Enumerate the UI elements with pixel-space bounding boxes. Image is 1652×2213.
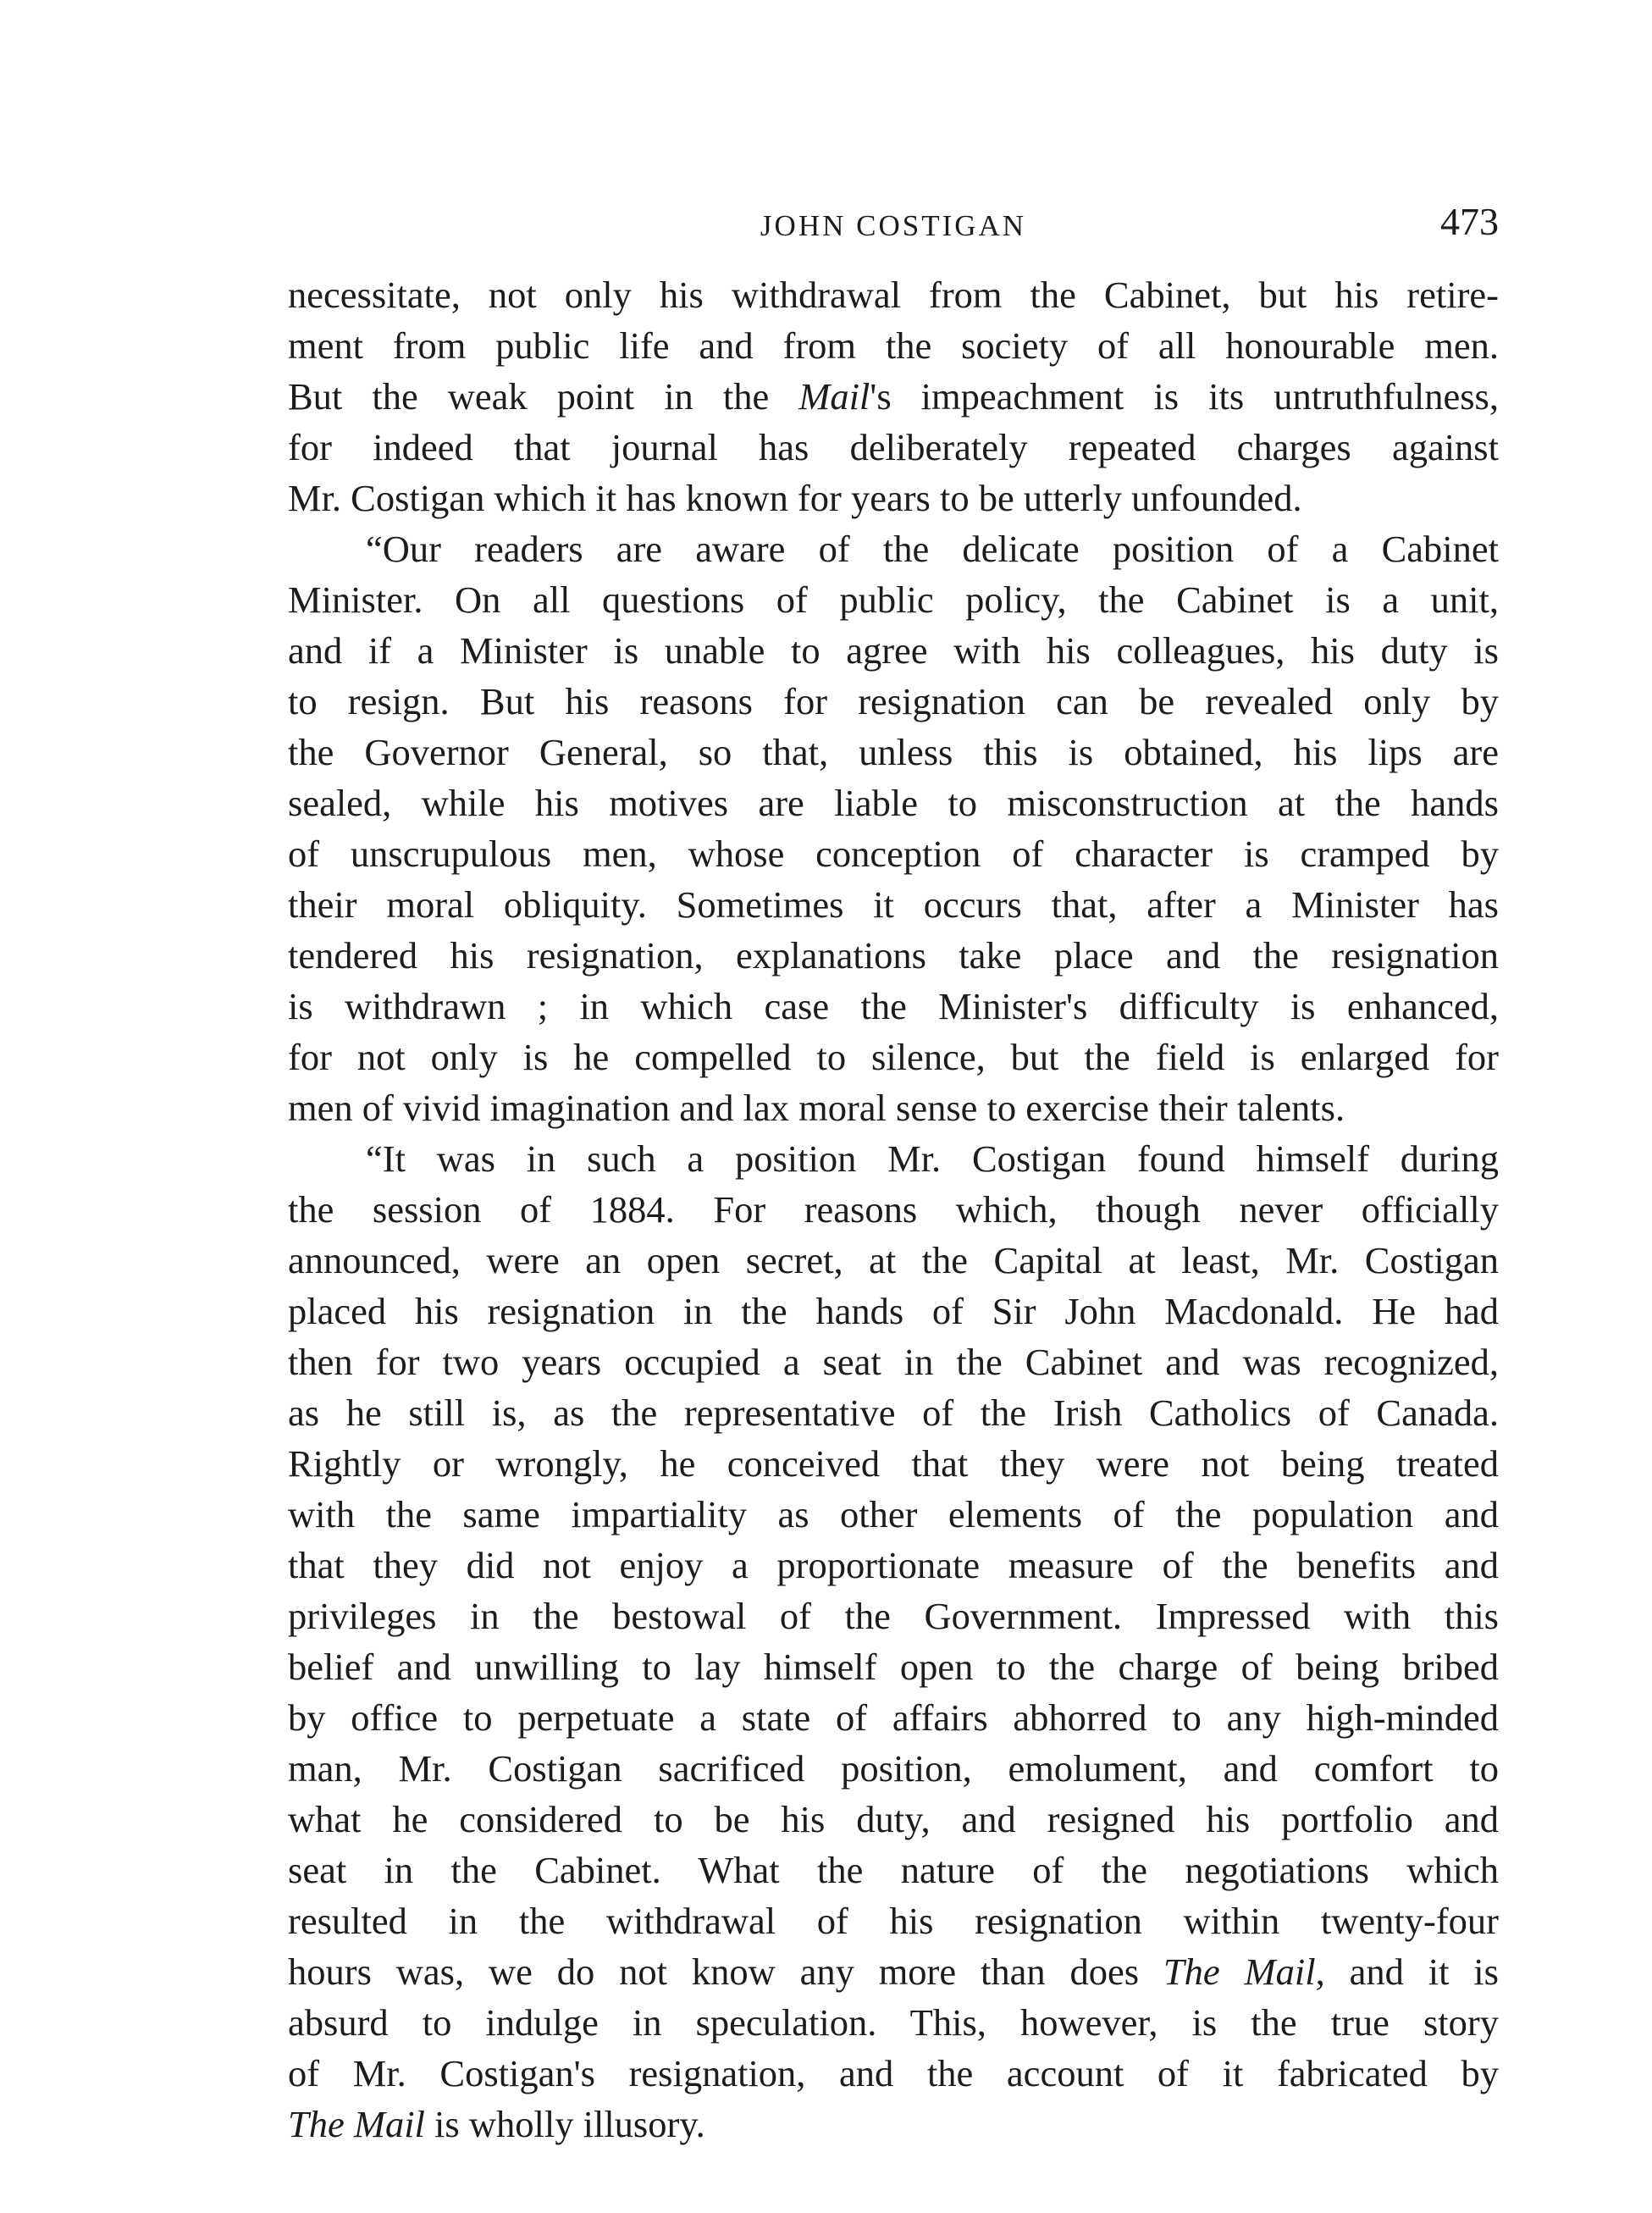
- newspaper-title: The Mail: [1163, 1950, 1316, 1993]
- text-line: their moral obliquity. Sometimes it occurs that, after a Minister has: [288, 883, 1499, 926]
- newspaper-title: The Mail: [288, 2103, 425, 2145]
- text-line: what he considered to be his duty, and resigned his portfolio and: [288, 1798, 1499, 1840]
- text-line: belief and unwilling to lay himself open to the charge of being bribed: [288, 1646, 1499, 1688]
- running-head: [288, 199, 1499, 250]
- text-line: hours was, we do not know any more than does The Mail, and it is: [288, 1950, 1499, 1993]
- text-line: Minister. On all questions of public policy, the Cabinet is a unit,: [288, 578, 1499, 621]
- text-line: “Our readers are aware of the delicate position of a Cabinet: [366, 528, 1499, 570]
- text-line: absurd to indulge in speculation. This, however, is the true story: [288, 2001, 1499, 2044]
- text-line: privileges in the bestowal of the Government. Impressed with this: [288, 1595, 1499, 1637]
- text-line: with the same impartiality as other elements of the population and: [288, 1493, 1499, 1535]
- body-text: [288, 269, 1499, 2149]
- text-line: by office to perpetuate a state of affairs abhorred to any high-minded: [288, 1696, 1499, 1739]
- text-line: resulted in the withdrawal of his resignation within twenty-four: [288, 1900, 1499, 1942]
- text-line: seat in the Cabinet. What the nature of the negotiations which: [288, 1849, 1499, 1891]
- newspaper-title: Mail: [798, 375, 870, 418]
- text-line: of unscrupulous men, whose conception of character is cramped by: [288, 833, 1499, 875]
- text-line: then for two years occupied a seat in the Cabinet and was recognized,: [288, 1341, 1499, 1383]
- text-line: But the weak point in the Mail's impeachment is its untruthfulness,: [288, 375, 1499, 418]
- text-line: necessitate, not only his withdrawal from the Cabinet, but his retire-: [288, 274, 1499, 316]
- text-line: the Governor General, so that, unless this is obtained, his lips are: [288, 731, 1499, 773]
- text-line: placed his resignation in the hands of Sir John Macdonald. He had: [288, 1290, 1499, 1332]
- text-line: tendered his resignation, explanations take place and the resignation: [288, 934, 1499, 976]
- page-number: 473: [1440, 200, 1499, 243]
- text-line: as he still is, as the representative of the Irish Catholics of Canada.: [288, 1391, 1499, 1434]
- text-line: The Mail is wholly illusory.: [288, 2103, 705, 2145]
- text-line: sealed, while his motives are liable to misconstruction at the hands: [288, 782, 1499, 824]
- text-line: of Mr. Costigan's resignation, and the account of it fabricated by: [288, 2052, 1499, 2094]
- text-line: Mr. Costigan which it has known for years to be utterly unfounded.: [288, 477, 1302, 519]
- text-line: men of vivid imagination and lax moral sense to exercise their talents.: [288, 1087, 1345, 1129]
- text-line: announced, were an open secret, at the Capital at least, Mr. Costigan: [288, 1239, 1499, 1281]
- text-line: man, Mr. Costigan sacrificed position, emolument, and comfort to: [288, 1747, 1499, 1790]
- text-line: to resign. But his reasons for resignation can be revealed only by: [288, 680, 1499, 722]
- text-line: for indeed that journal has deliberately repeated charges against: [288, 426, 1499, 468]
- text-line: “It was in such a position Mr. Costigan found himself during: [366, 1137, 1499, 1180]
- text-line: for not only is he compelled to silence, but the field is enlarged for: [288, 1036, 1499, 1078]
- text-line: ment from public life and from the society of all honourable men.: [288, 324, 1499, 367]
- text-line: that they did not enjoy a proportionate measure of the benefits and: [288, 1544, 1499, 1586]
- text-line: the session of 1884. For reasons which, though never officially: [288, 1188, 1499, 1231]
- text-line: is withdrawn ; in which case the Minister's difficulty is enhanced,: [288, 985, 1499, 1027]
- text-line: and if a Minister is unable to agree with his colleagues, his duty is: [288, 629, 1499, 672]
- running-title: JOHN COSTIGAN: [760, 209, 1027, 242]
- text-line: Rightly or wrongly, he conceived that they were not being treated: [288, 1442, 1499, 1485]
